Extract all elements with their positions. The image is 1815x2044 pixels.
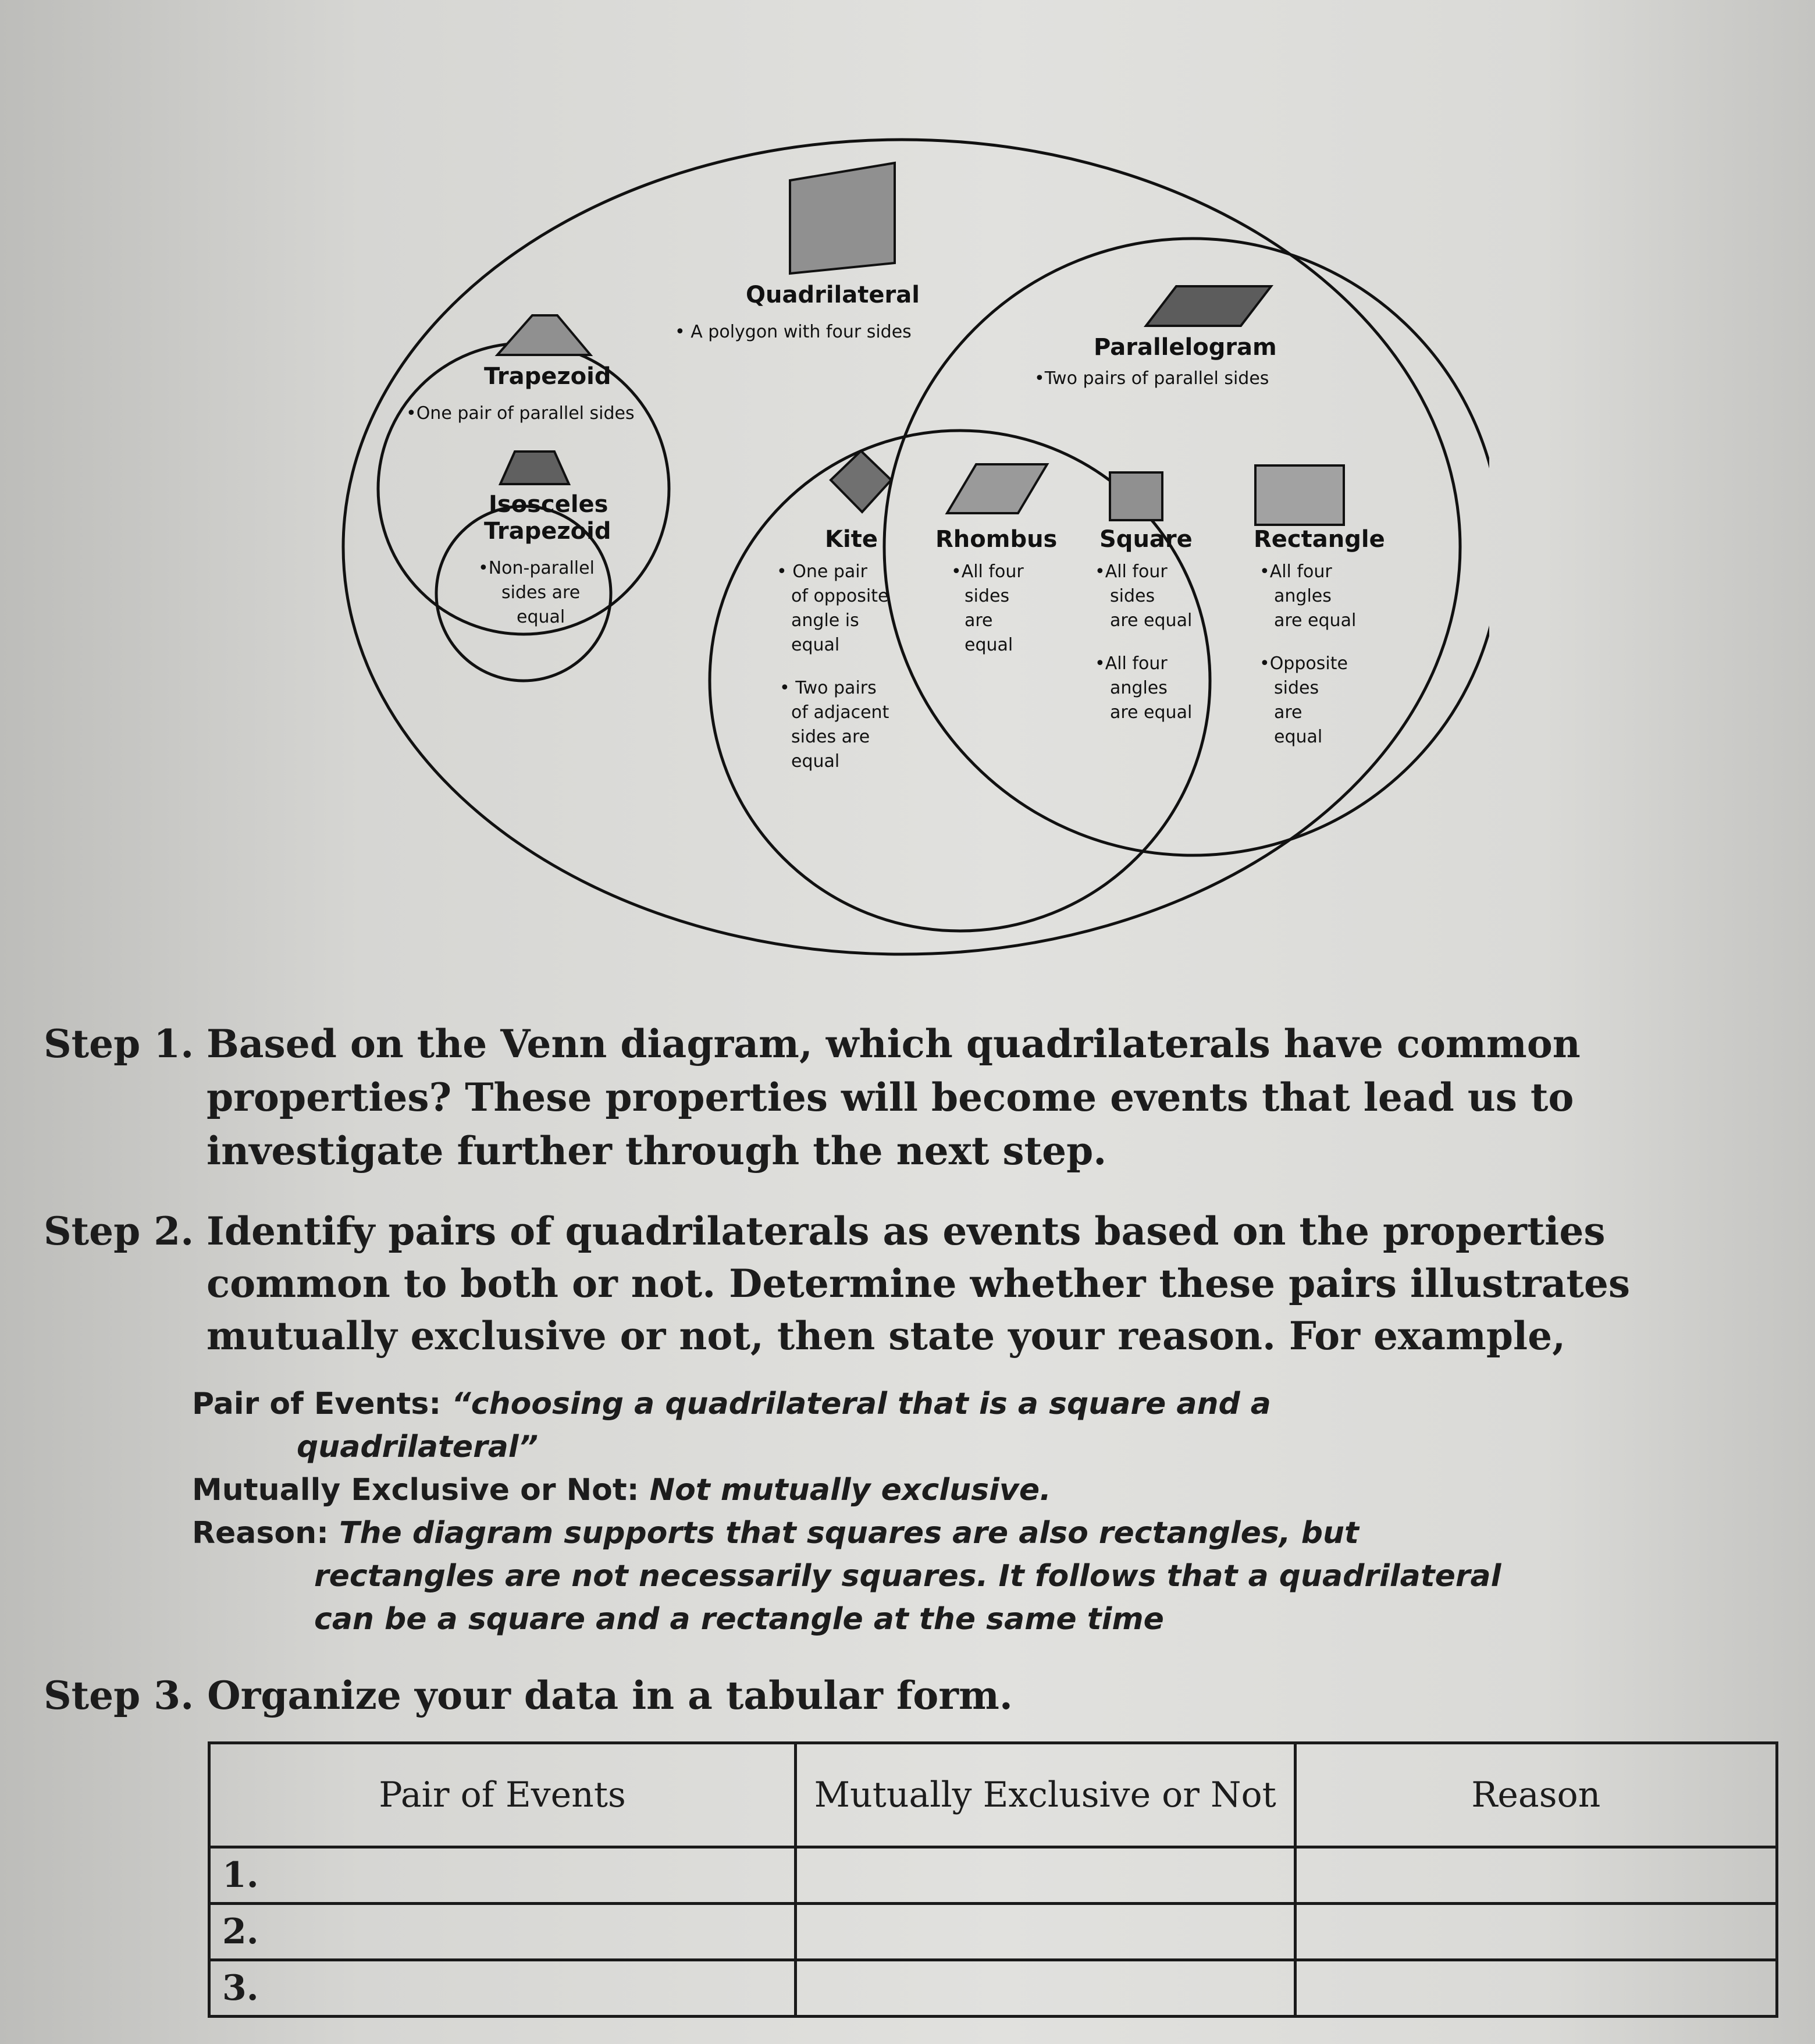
example-pair-value-2: quadrilateral”: [297, 1430, 539, 1464]
row-number: 2.: [209, 1904, 796, 1960]
column-header-reason: Reason: [1295, 1743, 1777, 1847]
example-reason-label: Reason:: [192, 1516, 329, 1551]
rectangle-title: Rectangle: [1254, 526, 1385, 553]
kite-title: Kite: [825, 526, 878, 553]
table-header-row: [209, 1743, 1777, 1847]
rhombus-title: Rhombus: [935, 526, 1058, 553]
square-prop: sides: [1110, 586, 1155, 606]
example-reason-1: The diagram supports that squares are also rectangles, but: [339, 1516, 1359, 1551]
rectangle-prop: sides: [1274, 678, 1319, 698]
column-header-mutually-exclusive: Mutually Exclusive or Not: [795, 1743, 1295, 1847]
parallelogram-prop: •Two pairs of parallel sides: [1034, 368, 1269, 389]
square-prop: are equal: [1110, 702, 1193, 723]
quadrilateral-title: Quadrilateral: [746, 282, 920, 308]
square-prop: are equal: [1110, 610, 1193, 631]
step-1-line-2: properties? These properties will become events that lead us to: [207, 1075, 1574, 1120]
square-prop: •All four: [1095, 653, 1168, 674]
rectangle-prop: are equal: [1274, 610, 1357, 631]
rhombus-prop: are: [965, 610, 993, 631]
table-row: [209, 1904, 1777, 1960]
trapezoid-title: Trapezoid: [484, 363, 611, 390]
rectangle-prop: equal: [1274, 727, 1323, 747]
example-pair-value-cont: [297, 1426, 538, 1469]
rhombus-prop: equal: [965, 635, 1013, 655]
kite-prop: equal: [791, 635, 840, 655]
step-3-text: Step 3. Organize your data in a tabular form.: [44, 1673, 1013, 1718]
quadrilateral-prop: • A polygon with four sides: [675, 322, 912, 342]
kite-prop: • One pair: [777, 561, 867, 582]
example-pair-value: “choosing a quadrilateral that is a square and a: [451, 1387, 1271, 1421]
isosceles-prop: •Non-parallel: [478, 558, 595, 578]
square-prop: •All four: [1095, 561, 1168, 582]
answer-cell[interactable]: [1295, 1904, 1777, 1960]
kite-prop: equal: [791, 751, 840, 772]
kite-prop: • Two pairs: [780, 678, 877, 698]
example-mutually-exclusive: [192, 1469, 1763, 1512]
example-reason-line-2: [314, 1555, 1768, 1598]
step-1-line-3: investigate further through the next step.: [207, 1128, 1107, 1174]
column-header-pair-of-events: Pair of Events: [209, 1743, 796, 1847]
isosceles-prop: equal: [517, 607, 565, 627]
isosceles-title-1: Isosceles: [489, 491, 608, 518]
step-2-line-3: mutually exclusive or not, then state your reason. For example,: [207, 1313, 1566, 1359]
rectangle-prop: •All four: [1259, 561, 1332, 582]
kite-prop: of opposite: [791, 586, 889, 606]
table-row: [209, 1847, 1777, 1904]
rectangle-prop: •Opposite: [1259, 653, 1348, 674]
data-table: [208, 1741, 1778, 2018]
answer-cell[interactable]: [1295, 1847, 1777, 1904]
answer-cell[interactable]: [1295, 1960, 1777, 2017]
rectangle-shape-icon: [1255, 465, 1344, 525]
example-me-value: Not mutually exclusive.: [649, 1473, 1051, 1508]
row-number: 1.: [209, 1847, 796, 1904]
rhombus-prop: •All four: [951, 561, 1024, 582]
table-row: [209, 1960, 1777, 2017]
step-1: [44, 1017, 1766, 1071]
example-pair-label: Pair of Events:: [192, 1387, 442, 1421]
isosceles-trapezoid-shape-icon: [500, 452, 569, 484]
isosceles-prop: sides are: [501, 582, 581, 603]
rectangle-prop: are: [1274, 702, 1302, 723]
answer-cell[interactable]: [795, 1904, 1295, 1960]
trapezoid-prop: •One pair of parallel sides: [406, 403, 635, 424]
example-reason-line-3: [314, 1598, 1768, 1641]
example-reason: [192, 1512, 1763, 1555]
square-shape-icon: [1110, 472, 1162, 520]
example-me-label: Mutually Exclusive or Not:: [192, 1473, 639, 1508]
answer-cell[interactable]: [795, 1847, 1295, 1904]
parallelogram-shape-icon: [1146, 286, 1271, 326]
step-1-number: Step 1.: [44, 1021, 194, 1067]
rhombus-prop: sides: [965, 586, 1010, 606]
step-1-line-1: Based on the Venn diagram, which quadrilaterals have common: [207, 1021, 1581, 1067]
parallelogram-title: Parallelogram: [1094, 334, 1277, 361]
step-2-line-2: common to both or not. Determine whether these pairs illustrates: [207, 1261, 1631, 1306]
answer-cell[interactable]: [795, 1960, 1295, 2017]
trapezoid-shape-icon: [497, 315, 590, 355]
kite-prop: sides are: [791, 727, 870, 747]
step-2: [44, 1204, 1766, 1258]
square-title: Square: [1099, 526, 1193, 553]
square-prop: angles: [1110, 678, 1168, 698]
quadrilateral-shape-icon: [790, 163, 895, 273]
example-reason-3: can be a square and a rectangle at the same time: [314, 1602, 1164, 1637]
rectangle-prop: angles: [1274, 586, 1332, 606]
kite-prop: of adjacent: [791, 702, 889, 723]
step-2-line-1: Identify pairs of quadrilaterals as events based on the properties: [207, 1208, 1606, 1254]
example-reason-2: rectangles are not necessarily squares. It follows that a quadrilateral: [314, 1559, 1501, 1594]
quadrilateral-venn-diagram: [326, 116, 1489, 1024]
isosceles-title-2: Trapezoid: [484, 518, 611, 545]
step-2-number: Step 2.: [44, 1208, 194, 1254]
kite-prop: angle is: [791, 610, 859, 631]
step-3: [44, 1669, 1766, 1722]
example-pair-of-events: [192, 1382, 1763, 1426]
row-number: 3.: [209, 1960, 796, 2017]
rhombus-shape-icon: [947, 464, 1047, 513]
